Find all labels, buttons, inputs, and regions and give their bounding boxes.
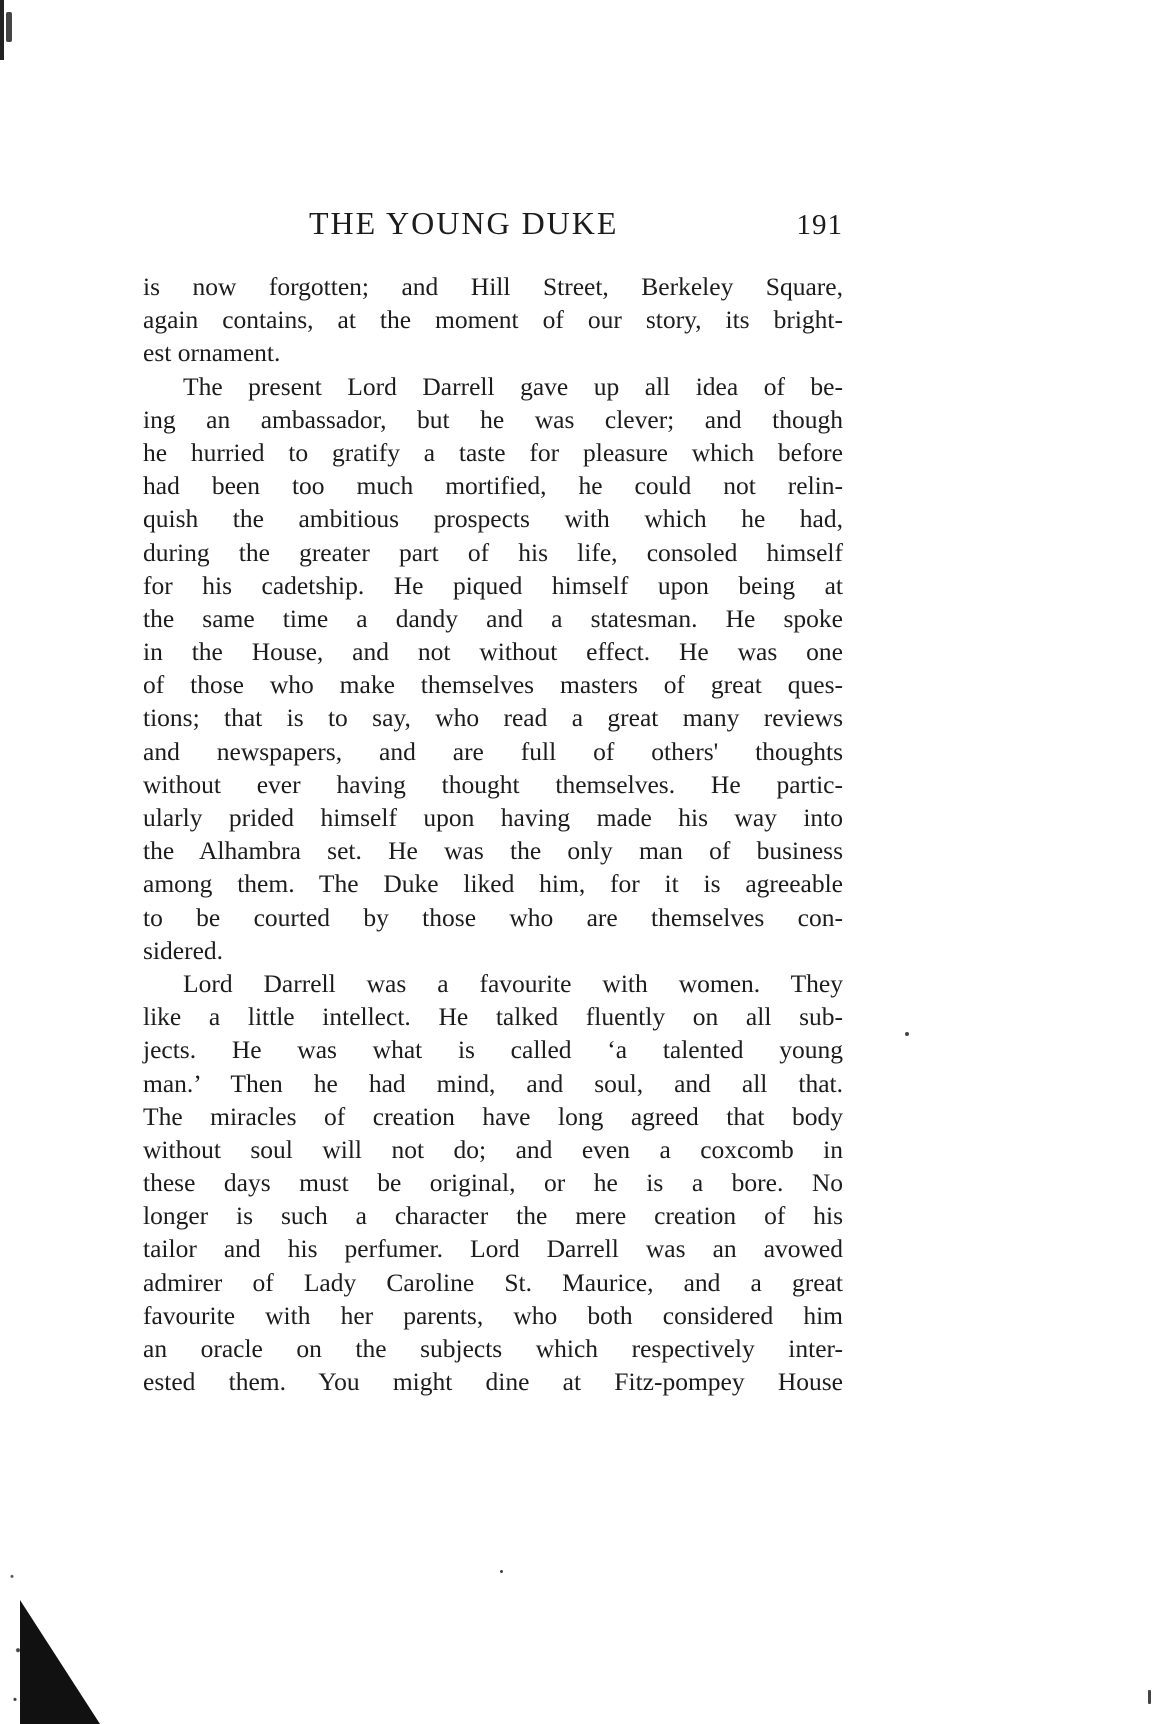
scan-corner-shadow [20, 1600, 100, 1724]
text-line: jects. He was what is called ‘a talented young [143, 1035, 843, 1065]
text-line: quish the ambitious prospects with which he had, [143, 504, 843, 534]
text-line: in the House, and not without effect. He was one [143, 637, 843, 667]
scan-speck [6, 12, 12, 42]
text-line: ested them. You might dine at Fitz-pompey House [143, 1367, 843, 1397]
scan-speck [1148, 1690, 1151, 1704]
scan-speck [500, 1570, 503, 1573]
text-line: longer is such a character the mere creation of his [143, 1201, 843, 1231]
text-line: without soul will not do; and even a coxcomb in [143, 1134, 843, 1164]
text-line: an oracle on the subjects which respectively inter- [143, 1334, 843, 1363]
text-line: had been too much mortified, he could not relin- [143, 471, 843, 501]
text-line: the same time a dandy and a statesman. He spoke [143, 603, 843, 633]
text-line: The present Lord Darrell gave up all idea of be- [183, 371, 843, 401]
running-title: THE YOUNG DUKE [309, 205, 619, 241]
text-line: sidered. [143, 935, 224, 965]
scan-speck [905, 1032, 909, 1036]
text-line: Lord Darrell was a favourite with women. They [183, 968, 843, 998]
text-line: like a little intellect. He talked fluently on all sub- [143, 1002, 843, 1032]
body-text [143, 270, 843, 1398]
text-line: these days must be original, or he is a bore. No [143, 1168, 843, 1198]
running-header [143, 205, 843, 245]
text-line: admirer of Lady Caroline St. Maurice, and a great [143, 1267, 843, 1297]
text-line: ing an ambassador, but he was clever; and though [143, 404, 843, 434]
text-line: est ornament. [143, 338, 281, 368]
text-line: the Alhambra set. He was the only man of business [143, 836, 843, 866]
text-line: man.’ Then he had mind, and soul, and all that. [143, 1068, 843, 1098]
text-line: again contains, at the moment of our story, its bright- [143, 305, 843, 335]
text-line: among them. The Duke liked him, for it is agreeable [143, 869, 843, 899]
text-line: tailor and his perfumer. Lord Darrell was an avowed [143, 1234, 843, 1264]
scan-edge-shadow [0, 0, 4, 60]
text-line: for his cadetship. He piqued himself upon being at [143, 570, 843, 600]
text-line: favourite with her parents, who both considered him [143, 1300, 843, 1330]
text-line: to be courted by those who are themselves con- [143, 902, 843, 932]
text-line: tions; that is to say, who read a great many reviews [143, 703, 843, 733]
text-line: ularly prided himself upon having made his way into [143, 803, 843, 832]
page-number: 191 [796, 209, 843, 241]
text-line: he hurried to gratify a taste for pleasure which before [143, 437, 843, 467]
text-line: of those who make themselves masters of great ques- [143, 670, 843, 700]
text-line: during the greater part of his life, consoled himself [143, 537, 843, 567]
text-line: is now forgotten; and Hill Street, Berkeley Square, [143, 272, 843, 301]
text-line: without ever having thought themselves. He partic- [143, 769, 843, 799]
text-line: The miracles of creation have long agreed that body [143, 1101, 843, 1131]
text-line: and newspapers, and are full of others' thoughts [143, 736, 843, 766]
